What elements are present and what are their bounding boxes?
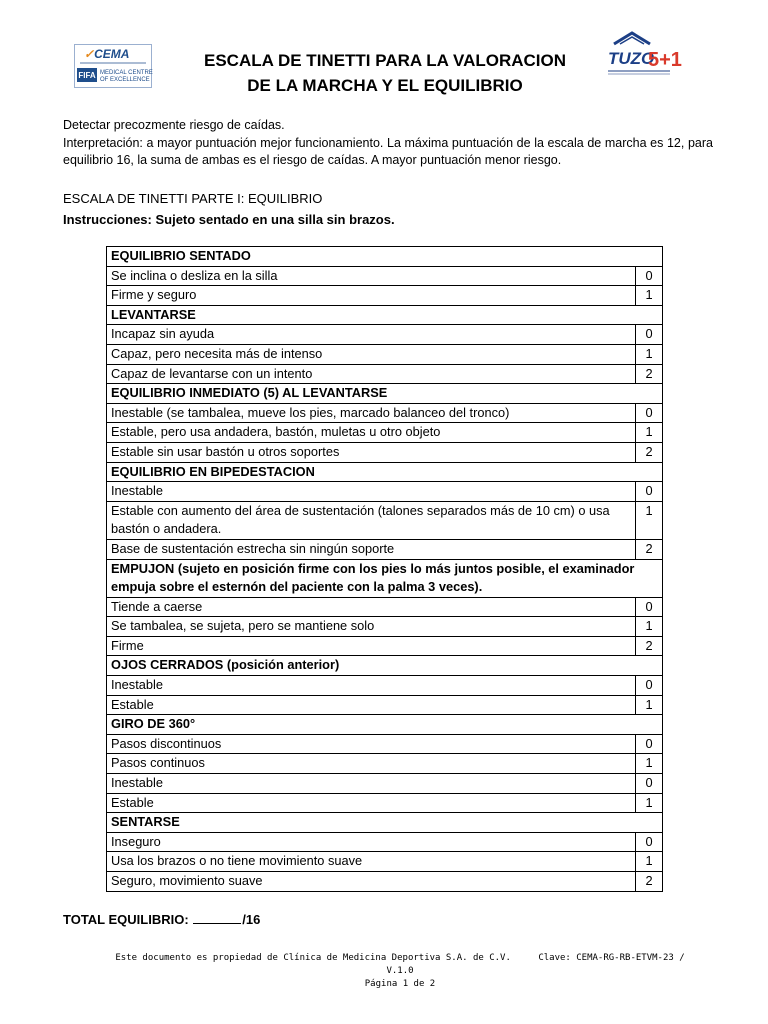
item-score: 2: [636, 636, 663, 656]
total-label: TOTAL EQUILIBRIO:: [63, 912, 189, 927]
section-header-row: [107, 247, 663, 267]
item-text: Estable con aumento del área de sustentación (talones separados más de 10 cm) o usa bastón o andadera.: [107, 501, 636, 539]
table-row: [107, 617, 663, 637]
item-text: Se inclina o desliza en la silla: [107, 266, 636, 286]
section-header: EQUILIBRIO EN BIPEDESTACION: [107, 462, 663, 482]
table-row: [107, 325, 663, 345]
tuzo-logo: [604, 30, 682, 78]
item-score: 0: [636, 266, 663, 286]
item-text: Tiende a caerse: [107, 597, 636, 617]
item-text: Inseguro: [107, 832, 636, 852]
table-row: [107, 852, 663, 872]
table-row: [107, 403, 663, 423]
section-header: EQUILIBRIO SENTADO: [107, 247, 663, 267]
item-score: 1: [636, 423, 663, 443]
item-text: Inestable: [107, 774, 636, 794]
total-max: /16: [242, 912, 261, 927]
item-score: 1: [636, 501, 663, 539]
footer-page-number: Página 1 de 2: [364, 979, 436, 989]
item-score: 1: [636, 695, 663, 715]
section-header-row: [107, 656, 663, 676]
item-score: 0: [636, 832, 663, 852]
table-row: [107, 774, 663, 794]
item-text: Seguro, movimiento suave: [107, 872, 636, 892]
item-text: Pasos discontinuos: [107, 734, 636, 754]
section-header: OJOS CERRADOS (posición anterior): [107, 656, 663, 676]
item-text: Base de sustentación estrecha sin ningún soporte: [107, 539, 636, 559]
svg-text:MEDICAL CENTRE: MEDICAL CENTRE: [100, 70, 153, 76]
page-footer: [100, 952, 700, 991]
table-row: [107, 793, 663, 813]
item-text: Estable: [107, 695, 636, 715]
item-text: Capaz, pero necesita más de intenso: [107, 344, 636, 364]
item-score: 2: [636, 442, 663, 462]
section-header-row: [107, 813, 663, 833]
item-text: Estable: [107, 793, 636, 813]
svg-text:5+1: 5+1: [648, 49, 682, 71]
item-score: 0: [636, 774, 663, 794]
table-row: [107, 539, 663, 559]
table-row: [107, 423, 663, 443]
item-text: Usa los brazos o no tiene movimiento suave: [107, 852, 636, 872]
table-row: [107, 286, 663, 306]
item-score: 0: [636, 482, 663, 502]
intro-interpretation: Interpretación: a mayor puntuación mejor funcionamiento. La máxima puntuación de la escala de marcha es 12, para equilibrio 16, la suma de ambas es el riesgo de caídas. A mayor puntuación menor riesgo.: [63, 135, 713, 167]
section-header: GIRO DE 360°: [107, 715, 663, 735]
instructions: Instrucciones: Sujeto sentado en una silla sin brazos.: [63, 212, 395, 227]
section-header-row: [107, 462, 663, 482]
table-row: [107, 872, 663, 892]
item-score: 0: [636, 734, 663, 754]
title-line-1: ESCALA DE TINETTI PARA LA VALORACION: [203, 51, 567, 70]
item-score: 2: [636, 539, 663, 559]
svg-text:✓CEMA: ✓CEMA: [84, 47, 130, 61]
svg-text:OF EXCELLENCE: OF EXCELLENCE: [100, 77, 150, 83]
section-header-row: [107, 305, 663, 325]
item-score: 1: [636, 344, 663, 364]
footer-owner: Este documento es propiedad de Clínica de Medicina Deportiva S.A. de C.V.: [115, 953, 511, 963]
total-blank-field[interactable]: [193, 912, 241, 924]
table-row: [107, 676, 663, 696]
item-score: 2: [636, 872, 663, 892]
svg-text:TUZO: TUZO: [608, 49, 655, 68]
item-text: Inestable (se tambalea, mueve los pies, marcado balanceo del tronco): [107, 403, 636, 423]
intro-text: [63, 117, 713, 170]
table-row: [107, 754, 663, 774]
document-title: [180, 48, 590, 98]
table-row: [107, 636, 663, 656]
item-text: Capaz de levantarse con un intento: [107, 364, 636, 384]
item-text: Pasos continuos: [107, 754, 636, 774]
table-row: [107, 364, 663, 384]
item-text: Inestable: [107, 482, 636, 502]
section-header: LEVANTARSE: [107, 305, 663, 325]
section-header: SENTARSE: [107, 813, 663, 833]
item-text: Inestable: [107, 676, 636, 696]
svg-text:FIFA: FIFA: [78, 71, 96, 80]
table-row: [107, 266, 663, 286]
table-row: [107, 501, 663, 539]
item-score: 1: [636, 754, 663, 774]
equilibrium-scale-table: [106, 246, 663, 892]
item-text: Estable, pero usa andadera, bastón, muletas u otro objeto: [107, 423, 636, 443]
item-score: 0: [636, 403, 663, 423]
cema-fifa-logo: [74, 44, 152, 88]
item-text: Firme: [107, 636, 636, 656]
item-score: 0: [636, 676, 663, 696]
section-title: ESCALA DE TINETTI PARTE I: EQUILIBRIO: [63, 191, 323, 206]
section-header: EQUILIBRIO INMEDIATO (5) AL LEVANTARSE: [107, 384, 663, 404]
item-text: Firme y seguro: [107, 286, 636, 306]
total-equilibrio: [63, 912, 260, 927]
table-row: [107, 734, 663, 754]
table-row: [107, 695, 663, 715]
table-row: [107, 482, 663, 502]
table-row: [107, 597, 663, 617]
section-header-row: [107, 715, 663, 735]
item-score: 2: [636, 364, 663, 384]
table-row: [107, 832, 663, 852]
intro-line-1: Detectar precozmente riesgo de caídas.: [63, 118, 285, 132]
item-score: 0: [636, 325, 663, 345]
item-score: 1: [636, 852, 663, 872]
table-row: [107, 344, 663, 364]
footer-code: Clave: CEMA-RG-RB-ETVM-23 / V.1.0: [386, 953, 685, 976]
section-header: EMPUJON (sujeto en posición firme con los pies lo más juntos posible, el examinador empuja sobre el esternón del paciente con la palma 3 veces).: [107, 559, 663, 597]
section-header-row: [107, 384, 663, 404]
item-score: 1: [636, 793, 663, 813]
item-text: Se tambalea, se sujeta, pero se mantiene solo: [107, 617, 636, 637]
item-score: 0: [636, 597, 663, 617]
item-score: 1: [636, 286, 663, 306]
title-line-2: DE LA MARCHA Y EL EQUILIBRIO: [247, 76, 523, 95]
section-header-row: [107, 559, 663, 597]
item-text: Estable sin usar bastón u otros soportes: [107, 442, 636, 462]
table-row: [107, 442, 663, 462]
item-text: Incapaz sin ayuda: [107, 325, 636, 345]
item-score: 1: [636, 617, 663, 637]
